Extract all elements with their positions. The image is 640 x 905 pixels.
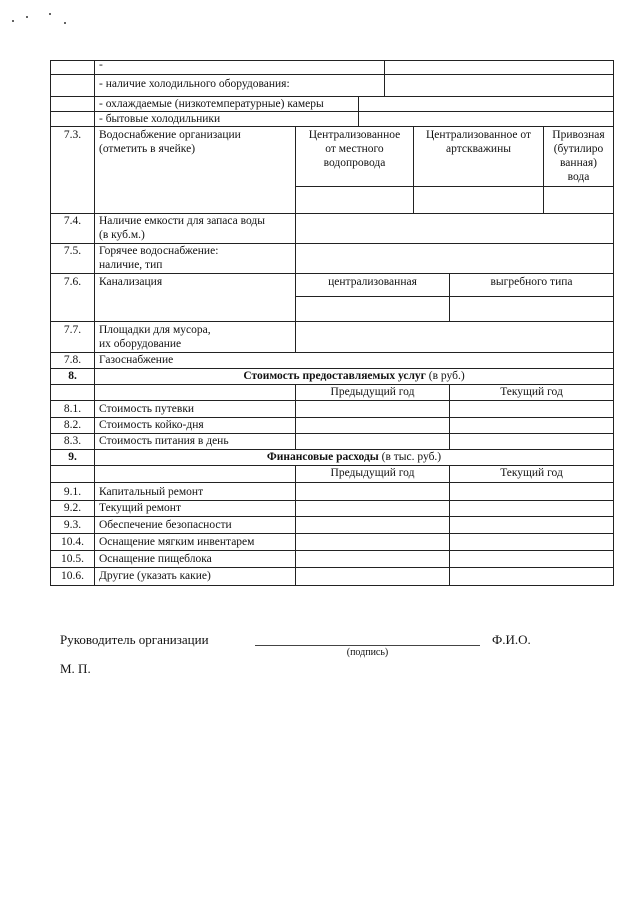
- section-title: [95, 450, 613, 464]
- row-number: 10.6.: [61, 570, 84, 582]
- row-label: Канализация: [99, 276, 163, 288]
- row-label: Стоимость питания в день: [99, 435, 229, 447]
- head-of-organization-label: Руководитель организации: [60, 632, 209, 647]
- row-label: Оснащение пищеблока: [99, 553, 212, 565]
- row-label: Водоснабжение организации: [99, 129, 241, 141]
- row-number: 8.2.: [63, 419, 82, 431]
- col-header: вода: [567, 171, 590, 183]
- scan-speck: [49, 13, 51, 15]
- signature-line: [255, 645, 480, 646]
- row-label: Стоимость койко-дня: [99, 419, 204, 431]
- row-label: Наличие емкости для запаса воды: [99, 215, 265, 227]
- section-title-unit: (в руб.): [425, 370, 465, 382]
- row-label: Капитальный ремонт: [99, 486, 204, 498]
- row-label: (в куб.м.): [99, 229, 145, 241]
- col-header: централизованная: [328, 276, 417, 288]
- row-number: 7.3.: [63, 129, 82, 141]
- fio-label: Ф.И.О.: [492, 632, 531, 647]
- row-number: 9.3.: [63, 519, 82, 531]
- row-number: 9.1.: [63, 486, 82, 498]
- col-header-curr-year: Текущий год: [500, 467, 563, 479]
- col-header: артскважины: [446, 143, 511, 155]
- top-row-fridge: - наличие холодильного оборудования:: [99, 78, 290, 90]
- section-title-bold: Стоимость предоставляемых услуг: [243, 370, 426, 382]
- row-number: 7.8.: [63, 354, 82, 366]
- section-title-unit: (в тыс. руб.): [378, 451, 442, 463]
- col-header-prev-year: Предыдущий год: [330, 467, 415, 479]
- top-row-cold-chambers: - охлаждаемые (низкотемпературные) камеры: [99, 98, 324, 110]
- row-label: Обеспечение безопасности: [99, 519, 232, 531]
- row-number: 8.1.: [63, 403, 82, 415]
- col-header: Централизованное от: [426, 129, 531, 141]
- row-label: Площадки для мусора,: [99, 324, 211, 336]
- scan-speck: [12, 20, 14, 22]
- top-row-dash: -: [99, 59, 103, 71]
- col-header: Централизованное: [308, 129, 401, 141]
- signature-caption: (подпись): [346, 647, 389, 658]
- section-number: 8.: [68, 370, 77, 382]
- col-header: выгребного типа: [490, 276, 573, 288]
- row-number: 7.7.: [63, 324, 82, 336]
- row-label: Другие (указать какие): [99, 570, 211, 582]
- row-number: 8.3.: [63, 435, 82, 447]
- row-label: Оснащение мягким инвентарем: [99, 536, 255, 548]
- row-label: Горячее водоснабжение:: [99, 245, 219, 257]
- section-number: 9.: [68, 451, 77, 463]
- col-header-prev-year: Предыдущий год: [330, 386, 415, 398]
- col-header: (бутилиро: [553, 143, 604, 155]
- row-number: 7.6.: [63, 276, 82, 288]
- section-title: [95, 369, 613, 383]
- col-header: от местного: [325, 143, 384, 155]
- row-label: Газоснабжение: [99, 354, 174, 366]
- row-number: 7.5.: [63, 245, 82, 257]
- row-label: (отметить в ячейке): [99, 143, 196, 155]
- row-number: 7.4.: [63, 215, 82, 227]
- row-label: их оборудование: [99, 338, 182, 350]
- row-label: наличие, тип: [99, 259, 163, 271]
- col-header-curr-year: Текущий год: [500, 386, 563, 398]
- scan-speck: [64, 22, 66, 24]
- col-header: Привозная: [552, 129, 605, 141]
- scan-speck: [26, 16, 28, 18]
- stamp-place-label: М. П.: [60, 661, 91, 676]
- row-number: 10.5.: [61, 553, 84, 565]
- row-number: 9.2.: [63, 502, 82, 514]
- section-title-bold: Финансовые расходы: [266, 451, 379, 463]
- row-number: 10.4.: [61, 536, 84, 548]
- col-header: ванная): [560, 157, 597, 169]
- row-label: Стоимость путевки: [99, 403, 195, 415]
- row-label: Текущий ремонт: [99, 502, 181, 514]
- col-header: водопровода: [323, 157, 386, 169]
- top-row-home-fridges: - бытовые холодильники: [99, 113, 221, 125]
